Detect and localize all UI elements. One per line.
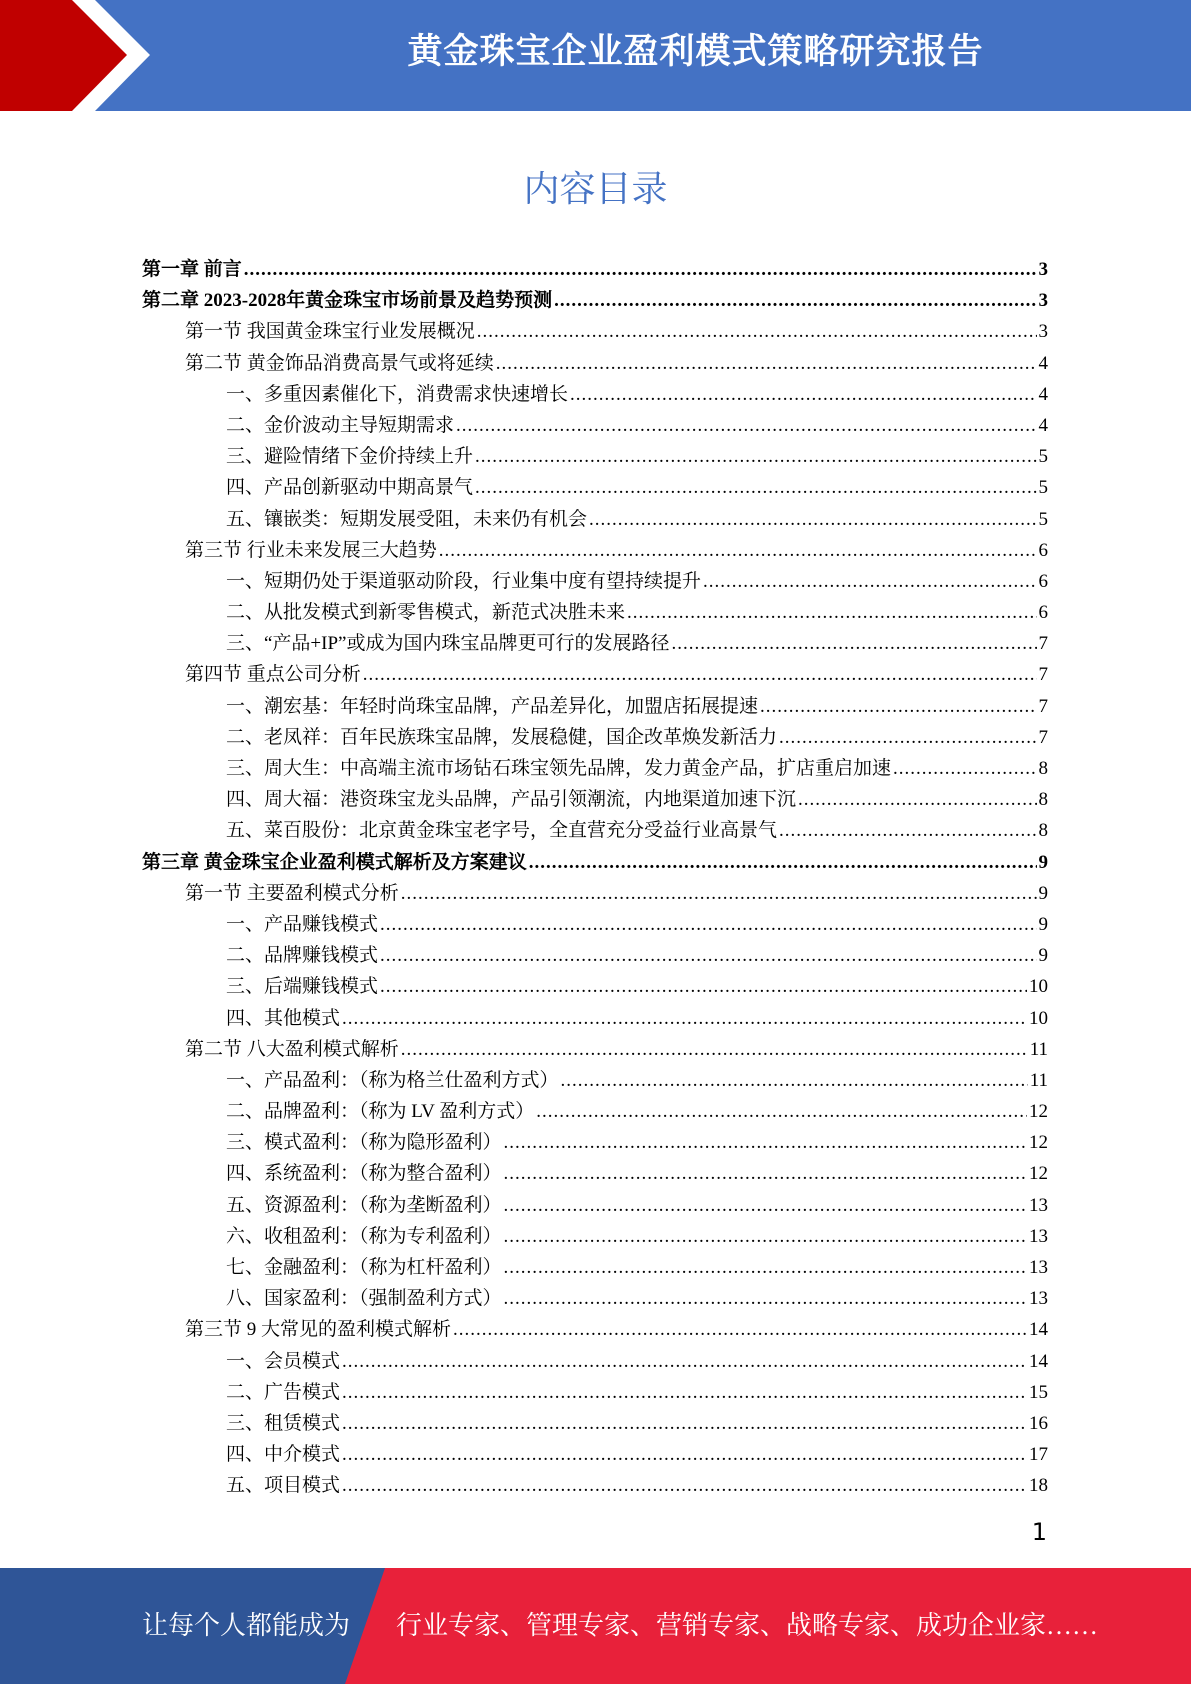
toc-entry-page: 13 [1029,1288,1048,1310]
toc-entry-title: 第一节 主要盈利模式分析 [185,882,399,904]
toc-entry-page: 7 [1038,726,1048,748]
toc-entry[interactable] [142,1127,1048,1158]
toc-entry-page: 13 [1029,1257,1048,1278]
footer-slogan-left: 让每个人都能成为 [142,1611,351,1640]
toc-entry-page: 7 [1038,664,1048,686]
toc-entry-page: 3 [1038,290,1048,312]
toc-entry-page: 14 [1029,1350,1048,1372]
toc-dot-leader [342,1346,1027,1377]
toc-entry[interactable] [142,1314,1048,1345]
toc-dot-leader [475,472,1036,503]
toc-entry-page: 5 [1038,477,1048,499]
toc-dot-leader [779,722,1036,753]
toc-dot-leader [798,784,1036,815]
toc-entry-title: 五、镶嵌类：短期发展受阻，未来仍有机会 [226,508,588,530]
toc-dot-leader [439,535,1037,566]
toc-entry[interactable] [142,1439,1048,1470]
toc-entry-title: 一、产品赚钱模式 [226,913,379,935]
toc-entry-page: 6 [1038,570,1048,592]
toc-entry-page: 9 [1038,913,1048,935]
toc-entry[interactable] [142,815,1048,846]
toc-entry-page: 7 [1038,695,1048,717]
toc-dot-leader [380,971,1027,1002]
toc-entry-title: 二、品牌赚钱模式 [226,945,379,967]
toc-entry-title: 五、项目模式 [226,1475,341,1497]
toc-entry-page: 7 [1038,633,1048,655]
toc-dot-leader [453,1314,1027,1345]
toc-entry-page: 5 [1038,508,1048,530]
toc-dot-leader [703,566,1036,597]
page-number: 1 [1031,1518,1047,1546]
toc-entry-title: 第四节 重点公司分析 [185,664,361,686]
toc-dot-leader [779,815,1036,846]
toc-entry-title: 七、金融盈利：（称为杠杆盈利） [226,1257,502,1278]
toc-dot-leader [380,940,1036,971]
toc-entry-page: 11 [1029,1069,1048,1091]
toc-entry-page: 12 [1029,1132,1048,1154]
toc-dot-leader [570,379,1036,410]
toc-dot-leader [893,753,1036,784]
toc-entry-page: 17 [1029,1444,1048,1466]
toc-dot-leader [342,1470,1027,1501]
toc-dot-leader [342,1003,1027,1034]
toc-entry[interactable] [142,1096,1048,1127]
toc-entry-page: 10 [1029,976,1048,998]
toc-entry-title: 四、产品创新驱动中期高景气 [226,477,474,499]
header-banner [0,0,1191,111]
toc-entry-title: 六、收租盈利：（称为专利盈利） [226,1225,502,1247]
toc-entry[interactable] [142,504,1048,535]
toc-entry-title: 四、系统盈利：（称为整合盈利） [226,1163,502,1185]
toc-entry-page: 9 [1038,945,1048,967]
toc-entry-title: 三、租赁模式 [226,1412,341,1434]
toc-dot-leader [380,909,1036,940]
toc-entry[interactable] [142,348,1048,379]
toc-entry-title: 第二章 2023-2028年黄金珠宝市场前景及趋势预测 [142,290,553,312]
toc-entry-title: 一、潮宏基：年轻时尚珠宝品牌，产品差异化，加盟店拓展提速 [226,695,759,717]
toc-entry-page: 4 [1038,383,1048,405]
toc-dot-leader [477,316,1037,347]
toc-entry-page: 13 [1029,1225,1048,1247]
toc-dot-leader [342,1377,1027,1408]
toc-entry-page: 11 [1029,1038,1048,1060]
footer-slogan-right: 行业专家、管理专家、营销专家、战略专家、成功企业家…… [396,1611,1099,1640]
toc-entry[interactable] [142,1003,1048,1034]
toc-entry[interactable] [142,1158,1048,1189]
toc-entry-title: 一、短期仍处于渠道驱动阶段，行业集中度有望持续提升 [226,570,702,592]
toc-entry-title: 五、资源盈利：（称为垄断盈利） [226,1194,502,1216]
table-of-contents [142,254,1048,1502]
toc-entry-title: 第一章 前言 [142,259,242,280]
toc-entry-title: 第三章 黄金珠宝企业盈利模式解析及方案建议 [142,851,527,873]
toc-dot-leader [475,441,1036,472]
toc-dot-leader [627,597,1036,628]
toc-dot-leader [342,1439,1027,1470]
toc-entry[interactable] [142,940,1048,971]
toc-entry-title: 一、产品盈利：（称为格兰仕盈利方式） [226,1069,559,1091]
toc-entry-page: 8 [1038,820,1048,842]
toc-entry[interactable] [142,847,1048,878]
toc-dot-leader [671,628,1036,659]
toc-dot-leader [342,1408,1027,1439]
toc-entry[interactable] [142,316,1048,347]
toc-dot-leader [504,1190,1027,1221]
toc-entry-title: 四、其他模式 [226,1007,341,1029]
toc-entry[interactable] [142,1034,1048,1065]
toc-entry[interactable] [142,784,1048,815]
toc-entry[interactable] [142,1470,1048,1501]
toc-entry[interactable] [142,254,1048,285]
toc-entry-title: 一、多重因素催化下，消费需求快速增长 [226,383,569,405]
toc-entry[interactable] [142,1252,1048,1283]
toc-entry-title: 三、模式盈利：（称为隐形盈利） [226,1132,502,1154]
toc-entry-page: 4 [1038,352,1048,374]
toc-entry[interactable] [142,410,1048,441]
toc-entry-page: 12 [1029,1163,1048,1185]
toc-entry-title: 二、金价波动主导短期需求 [226,414,455,436]
toc-entry-title: 第二节 八大盈利模式解析 [185,1038,399,1060]
toc-entry-page: 15 [1029,1381,1048,1403]
toc-entry-title: 四、中介模式 [226,1444,341,1466]
toc-entry-page: 13 [1029,1194,1048,1216]
toc-dot-leader [504,1158,1027,1189]
toc-entry-title: 四、周大福：港资珠宝龙头品牌，产品引领潮流，内地渠道加速下沉 [226,789,797,811]
toc-entry-title: 二、从批发模式到新零售模式，新范式决胜未来 [226,602,626,624]
toc-entry-page: 4 [1038,414,1048,436]
toc-entry-page: 6 [1038,539,1048,561]
toc-entry[interactable] [142,909,1048,940]
toc-entry[interactable] [142,566,1048,597]
toc-entry-title: 二、广告模式 [226,1381,341,1403]
toc-entry-page: 9 [1038,882,1048,904]
toc-entry-title: 第二节 黄金饰品消费高景气或将延续 [185,352,494,374]
toc-entry-page: 5 [1038,446,1048,468]
toc-entry[interactable] [142,753,1048,784]
toc-entry-page: 10 [1029,1007,1048,1029]
toc-entry-title: 三、后端赚钱模式 [226,976,379,998]
toc-entry-page: 6 [1038,602,1048,624]
toc-entry[interactable] [142,1283,1048,1314]
toc-dot-leader [401,878,1037,909]
toc-dot-leader [504,1127,1027,1158]
toc-dot-leader [401,1034,1028,1065]
toc-entry[interactable] [142,472,1048,503]
toc-dot-leader [244,254,1037,285]
toc-entry[interactable] [142,878,1048,909]
toc-dot-leader [456,410,1036,441]
toc-dot-leader [554,285,1036,316]
toc-entry-title: 二、品牌盈利：（称为 LV 盈利方式） [226,1101,535,1123]
toc-entry-title: 五、菜百股份：北京黄金珠宝老字号，全直营充分受益行业高景气 [226,820,778,842]
toc-entry[interactable] [142,1377,1048,1408]
toc-entry-title: 三、避险情绪下金价持续上升 [226,446,474,468]
toc-entry[interactable] [142,441,1048,472]
toc-dot-leader [561,1065,1028,1096]
toc-dot-leader [589,504,1036,535]
toc-entry-page: 12 [1029,1101,1048,1123]
toc-entry-title: 第三节 行业未来发展三大趋势 [185,539,437,561]
toc-entry[interactable] [142,691,1048,722]
report-title: 黄金珠宝企业盈利模式策略研究报告 [407,32,984,72]
toc-entry[interactable] [142,285,1048,316]
toc-entry-title: 三、“产品+IP”或成为国内珠宝品牌更可行的发展路径 [226,633,670,655]
toc-entry-title: 第一节 我国黄金珠宝行业发展概况 [185,321,475,343]
toc-entry[interactable] [142,1190,1048,1221]
toc-heading: 内容目录 [523,169,668,210]
toc-entry-page: 8 [1038,789,1048,811]
toc-entry[interactable] [142,1346,1048,1377]
toc-entry-page: 9 [1038,851,1048,873]
toc-dot-leader [536,1096,1027,1127]
toc-entry-page: 8 [1038,758,1048,779]
toc-entry[interactable] [142,628,1048,659]
toc-dot-leader [496,348,1037,379]
toc-entry[interactable] [142,379,1048,410]
toc-entry-page: 3 [1038,259,1048,280]
toc-dot-leader [363,659,1037,690]
chevron-arrow-icon [0,0,160,111]
toc-entry-page: 3 [1038,321,1048,343]
toc-entry-title: 二、老凤祥：百年民族珠宝品牌，发展稳健，国企改革焕发新活力 [226,726,778,748]
toc-entry-title: 八、国家盈利：（强制盈利方式） [226,1288,502,1310]
toc-dot-leader [504,1252,1027,1283]
footer-banner [0,1568,1191,1684]
toc-entry[interactable] [142,722,1048,753]
toc-entry[interactable] [142,1408,1048,1439]
toc-dot-leader [504,1283,1027,1314]
toc-entry[interactable] [142,659,1048,690]
toc-entry[interactable] [142,971,1048,1002]
toc-dot-leader [504,1221,1027,1252]
toc-entry[interactable] [142,597,1048,628]
toc-entry-page: 14 [1029,1319,1048,1341]
toc-entry-page: 18 [1029,1475,1048,1497]
toc-entry-title: 第三节 9 大常见的盈利模式解析 [185,1319,452,1341]
toc-entry[interactable] [142,535,1048,566]
toc-entry[interactable] [142,1221,1048,1252]
toc-entry-page: 16 [1029,1412,1048,1434]
toc-entry-title: 一、会员模式 [226,1350,341,1372]
toc-entry[interactable] [142,1065,1048,1096]
toc-dot-leader [760,691,1036,722]
toc-dot-leader [529,847,1037,878]
toc-entry-title: 三、周大生：中高端主流市场钻石珠宝领先品牌，发力黄金产品，扩店重启加速 [226,758,892,779]
